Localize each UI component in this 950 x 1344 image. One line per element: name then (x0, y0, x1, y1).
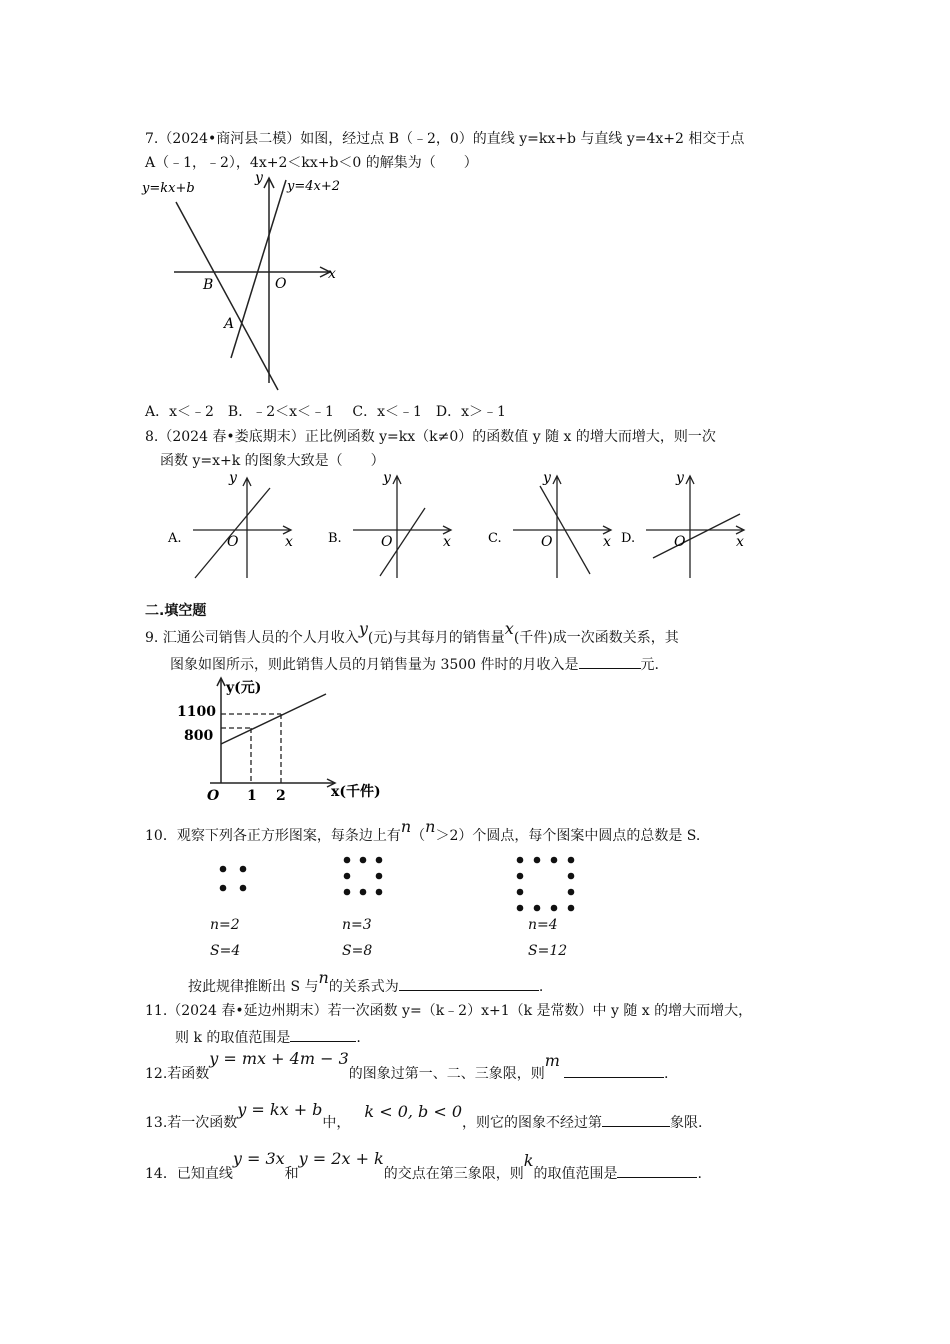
q14-text-part2: 和 (284, 1166, 299, 1182)
q10-pattern-n4 (517, 857, 575, 912)
q10-pattern-n2 (220, 866, 247, 892)
q10-dot (551, 905, 558, 912)
q8-text-line1: 8.（2024 春•娄底期末）正比例函数 y=kx（k≠0）的函数值 y 随 x 的增大而增大，则一次 (145, 429, 716, 445)
q10-dot (551, 857, 558, 864)
q8d-label-y: y (676, 470, 684, 486)
q8b-label-y: y (383, 470, 391, 486)
q9-ylabel: y(元) (226, 680, 262, 696)
q14-var-k: k (523, 1151, 534, 1170)
q7-label-4x2: y=4x+2 (287, 179, 341, 194)
q10-conc-part1: 按此规律推断出 S 与 (188, 979, 319, 995)
q10-dot (344, 857, 351, 864)
q8-graph-c (485, 466, 620, 581)
q10-text-line1 (145, 817, 701, 845)
q8b-label-o: O (381, 534, 393, 550)
q8b-option-label: B. (328, 531, 342, 546)
q9-text-part1: 9. 汇通公司销售人员的个人月收入 (145, 630, 359, 646)
q7-graph (140, 168, 350, 393)
q14-formula1: y = 3x (232, 1149, 285, 1168)
q10-answer-blank[interactable] (399, 976, 539, 991)
q9-text-part2: (元)与其每月的销售量 (367, 630, 505, 646)
q8a-graph-line (195, 488, 270, 578)
q8d-graph-line (653, 514, 740, 558)
q14-text-part4: 的取值范围是 (533, 1166, 618, 1182)
q13-answer-blank[interactable] (602, 1112, 670, 1127)
q9-graph (170, 672, 400, 812)
q10-dot (220, 885, 227, 892)
q8c-label-y: y (543, 470, 551, 486)
q8a-label-y: y (229, 470, 237, 486)
q10-dot (534, 857, 541, 864)
q10-dot (568, 889, 575, 896)
q7-label-o: O (275, 276, 287, 292)
q10-dot (360, 857, 367, 864)
q9-answer-blank[interactable] (579, 654, 641, 669)
q11-text-line2a: 则 k 的取值范围是 (175, 1030, 291, 1046)
q10-text-part1: 10．观察下列各正方形图案，每条边上有 (145, 828, 401, 844)
q8d-label-o: O (674, 534, 686, 550)
q10-dot (568, 905, 575, 912)
q10-text-part3: ＞2）个圆点，每个图案中圆点的总数是 S. (435, 828, 701, 844)
q10-dot (568, 873, 575, 880)
q10-fig2-s: S=8 (342, 943, 373, 959)
q9-var-x: x (504, 619, 514, 638)
q9-tick-2: 2 (276, 788, 286, 804)
q10-dot (376, 857, 383, 864)
q12-text-part2: 的图象过第一、二、三象限，则 (348, 1066, 545, 1082)
q10-dot (517, 857, 524, 864)
q13-text-part4: 象限. (670, 1115, 703, 1131)
q7-line-4x2 (231, 180, 286, 358)
q11-text-line2b: . (356, 1030, 361, 1046)
q10-fig1-s: S=4 (210, 943, 241, 959)
q8-graph-d (618, 466, 753, 581)
q10-dot (344, 889, 351, 896)
q14-text-part5: . (697, 1166, 702, 1182)
q12-answer-blank[interactable] (564, 1063, 664, 1078)
q12-text-part1: 12.若函数 (145, 1066, 210, 1082)
q10-dot (220, 866, 227, 873)
q8a-label-x: x (285, 534, 293, 550)
q7-label-x: x (328, 266, 336, 282)
q10-dot (240, 885, 247, 892)
q8a-option-label: A. (168, 531, 182, 546)
q10-dot (344, 873, 351, 880)
q13-text-part3: ，则它的图象不经过第 (462, 1115, 603, 1131)
q7-label-b: B (203, 277, 214, 293)
q13-formula1: y = kx + b (237, 1100, 323, 1119)
q10-dot (534, 905, 541, 912)
q9-tick-1: 1 (247, 788, 257, 804)
q8-text-line2: 函数 y=x+k 的图象大致是（ ） (160, 453, 385, 469)
q10-fig2-n: n=3 (342, 917, 372, 933)
q13-formula2: k < 0, b < 0 (364, 1102, 463, 1121)
q8-graph-a (165, 466, 300, 581)
q10-fig3-s: S=12 (528, 943, 568, 959)
q8c-label-x: x (603, 534, 611, 550)
q10-dot (240, 866, 247, 873)
q8d-option-label: D. (621, 531, 636, 546)
q14-text (145, 1149, 702, 1183)
q10-conclusion (188, 968, 544, 996)
q10-dot (360, 889, 367, 896)
section-title-fill-in: 二.填空题 (145, 603, 207, 619)
q7-label-y: y (255, 170, 263, 186)
q7-text-line2: A（﹣1，﹣2），4x+2＜kx+b＜0 的解集为（ ） (145, 155, 478, 171)
q13-text (145, 1100, 703, 1132)
q9-tick-800: 800 (184, 728, 214, 744)
q13-text-part2: 中， (322, 1115, 351, 1131)
q9-text-part3: (千件)成一次函数关系，其 (513, 630, 679, 646)
q7-options: A．x＜﹣2 B．﹣2＜x＜﹣1 C．x＜﹣1 D．x＞﹣1 (145, 404, 506, 420)
q10-fig1-n: n=2 (210, 917, 240, 933)
q9-graph-line (221, 694, 326, 744)
q14-text-part1: 14．已知直线 (145, 1166, 233, 1182)
q10-dot (376, 889, 383, 896)
q8c-label-o: O (541, 534, 553, 550)
q14-answer-blank[interactable] (617, 1163, 697, 1178)
q8-graph-b (325, 466, 460, 581)
q10-dot (568, 857, 575, 864)
q10-dot (517, 873, 524, 880)
q9-text-line2a: 图象如图所示，则此销售人员的月销售量为 3500 件时的月收入是 (170, 657, 579, 673)
q10-conc-var-n: n (318, 968, 329, 987)
q12-text-part3: . (663, 1066, 669, 1082)
q8c-option-label: C. (488, 531, 502, 546)
q8b-label-x: x (443, 534, 451, 550)
q9-xlabel: x(千件) (331, 784, 381, 800)
q12-var-m: m (544, 1051, 560, 1070)
q10-dot (376, 873, 383, 880)
q11-answer-blank[interactable] (290, 1027, 356, 1042)
q10-dot (517, 905, 524, 912)
q7-label-a: A (224, 316, 235, 332)
q10-conc-part3: . (538, 979, 544, 995)
q14-text-part3: 的交点在第三象限，则 (383, 1166, 524, 1182)
q9-var-y: y (358, 619, 368, 638)
q9-text-line2b: 元. (640, 657, 659, 673)
q7-text-line1: 7.（2024•商河县二模）如图，经过点 B（﹣2，0）的直线 y=kx+b 与直线 y=4x+2 相交于点 (145, 131, 745, 147)
q10-var-n2: n (425, 817, 436, 836)
q9-text-line2 (170, 654, 659, 674)
q10-text-part2: （ (411, 828, 426, 844)
q12-formula: y = mx + 4m − 3 (209, 1049, 349, 1068)
q12-text (145, 1049, 669, 1083)
q7-line-kxb (176, 202, 278, 390)
q10-fig3-n: n=4 (528, 917, 558, 933)
q8d-label-x: x (736, 534, 744, 550)
q9-tick-1100: 1100 (177, 704, 216, 720)
q10-conc-part2: 的关系式为 (328, 979, 399, 995)
q10-var-n1: n (400, 817, 412, 836)
q8a-label-o: O (227, 534, 239, 550)
q10-dot (517, 889, 524, 896)
q9-text-line1 (145, 619, 679, 647)
q11-text-line2 (175, 1027, 361, 1047)
q10-pattern-n3 (344, 857, 383, 896)
q13-text-part1: 13.若一次函数 (145, 1115, 238, 1131)
q9-origin: O (207, 788, 220, 804)
q7-label-kxb: y=kx+b (142, 181, 195, 196)
q11-text-line1: 11.（2024 春•延边州期末）若一次函数 y=（k﹣2）x+1（k 是常数）中 y 随 x 的增大而增大， (145, 1003, 753, 1019)
q14-formula2: y = 2x + k (298, 1149, 384, 1168)
